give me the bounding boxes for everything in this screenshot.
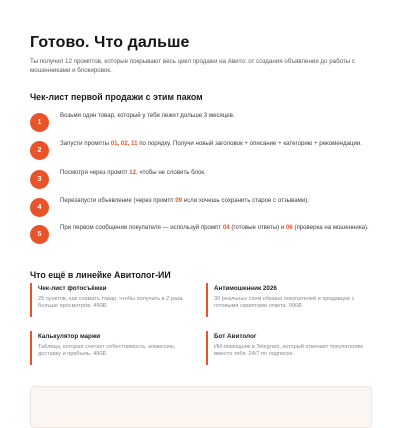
step-number-badge: 1	[30, 113, 49, 132]
product-card-description: ИИ-помощник в Telegram, который отвечает покупателям вместо тебя. 24/7 по подписке.	[214, 344, 363, 358]
product-card[interactable]	[30, 331, 190, 365]
step-number-badge: 2	[30, 141, 49, 160]
checklist-heading: Чек-лист первой продажи с этим паком	[30, 92, 203, 102]
product-card[interactable]	[206, 283, 366, 317]
product-card-title: Чек-лист фотосъёмки	[38, 285, 107, 292]
checklist-step	[30, 112, 375, 136]
product-card-title: Бот Авитолог	[214, 333, 257, 340]
step-text	[60, 197, 372, 205]
intro-text: Ты получил 12 промптов, которые покрывают весь цикл продажи на Авито: от создания объявления до работы с мошенниками и блокировок.	[30, 58, 356, 74]
step-text-part: Запусти промпты	[60, 140, 111, 147]
step-number-badge: 5	[30, 225, 49, 244]
checklist-step	[30, 224, 375, 248]
prompt-number-highlight: 01, 02, 11	[110, 140, 138, 147]
prompt-number-highlight: 06	[285, 224, 293, 231]
page-title: Готово. Что дальше	[30, 34, 190, 51]
more-products-heading: Что ещё в линейке Авитолог-ИИ	[30, 270, 171, 280]
checklist-step	[30, 197, 375, 221]
step-text	[60, 224, 372, 232]
checklist-step	[30, 169, 375, 193]
step-number-badge: 3	[30, 170, 49, 189]
step-text-part: Возьми один товар, который у тебя лежит дольше 3 месяцев.	[60, 112, 235, 119]
step-text	[60, 112, 372, 120]
prompt-number-highlight: 12	[129, 169, 137, 176]
product-card-description: Таблица, которая считает себестоимость, комиссию, доставку и прибыль. 490₽.	[38, 344, 176, 358]
product-card-title: Антимошенник 2026	[214, 285, 277, 292]
prompt-number-highlight: 09	[175, 197, 183, 204]
step-text-part: Перезапусти объявление (через промпт	[60, 197, 176, 204]
step-text	[60, 140, 372, 148]
step-text-part: (проверка на мошенника).	[292, 224, 369, 231]
step-text-part: (готовые ответы) и	[229, 224, 286, 231]
step-text-part: , чтобы не словить блок.	[136, 169, 206, 176]
step-text-part: по порядку. Получи новый заголовок + описание + категорию + рекомендации.	[137, 140, 363, 147]
step-text-part: При первом сообщении покупателя — используй промпт	[60, 224, 223, 231]
step-number-badge: 4	[30, 198, 49, 217]
product-cards	[30, 283, 370, 379]
bottom-callout-box	[30, 386, 372, 428]
product-card-description: 30 реальных схем обмана покупателей и продавцов с готовыми скриптами ответа. 990₽.	[214, 296, 355, 310]
step-text	[60, 169, 372, 177]
step-text-part: если хочешь сохранить старое с отзывами).	[182, 197, 309, 204]
step-text-part: Посмотри через промпт	[60, 169, 130, 176]
product-card[interactable]	[206, 331, 366, 365]
checklist-step	[30, 140, 375, 164]
product-card[interactable]	[30, 283, 190, 317]
product-card-title: Калькулятор маржи	[38, 333, 101, 340]
prompt-number-highlight: 04	[222, 224, 230, 231]
product-card-description: 25 пунктов, как снимать товар, чтобы получать в 2 раза больше просмотров. 490₽.	[38, 296, 183, 310]
